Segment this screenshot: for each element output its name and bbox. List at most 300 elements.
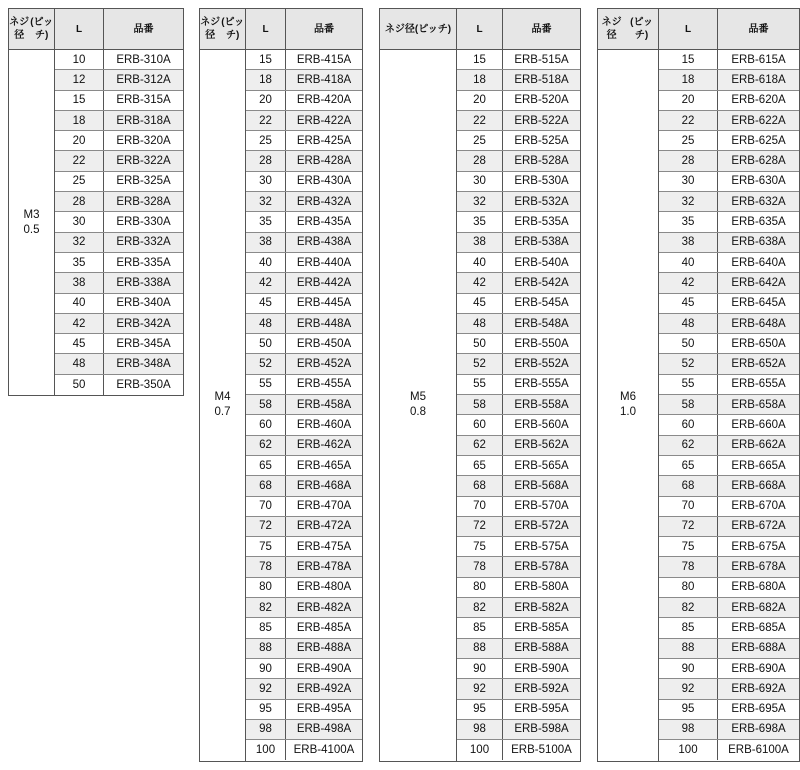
table-row: [457, 70, 580, 90]
part-number-cell: ERB-440A: [296, 256, 352, 269]
table-header: [380, 9, 580, 50]
length-cell: 78: [246, 557, 286, 576]
part-number-cell: ERB-462A: [296, 439, 352, 452]
length-cell: 48: [659, 314, 718, 333]
table-row: [246, 456, 362, 476]
part-number-cell: ERB-645A: [731, 297, 786, 310]
table-row: [457, 497, 580, 517]
header-part-number: 品番: [748, 23, 769, 35]
table-row: [659, 334, 799, 354]
table-row: [659, 354, 799, 374]
length-cell: 12: [55, 70, 104, 89]
part-number-cell: ERB-615A: [731, 53, 786, 66]
length-cell: 90: [246, 659, 286, 678]
spec-table-m3: [8, 8, 184, 396]
part-number-cell: ERB-660A: [731, 418, 786, 431]
table-row: [659, 111, 799, 131]
spec-table-m6: [597, 8, 800, 762]
table-row: [246, 557, 362, 577]
thread-pitch: 1.0: [620, 406, 636, 419]
table-row: [55, 172, 183, 192]
part-number-cell: ERB-658A: [731, 398, 786, 411]
part-number-cell: ERB-350A: [116, 378, 171, 391]
thread-size-cell: [380, 50, 457, 761]
table-row: [457, 111, 580, 131]
length-cell: 65: [457, 456, 503, 475]
table-row: [659, 497, 799, 517]
part-number-cell: ERB-515A: [514, 53, 569, 66]
part-number-cell: ERB-532A: [514, 195, 569, 208]
table-row: [246, 314, 362, 334]
header-thread-size: [598, 9, 659, 49]
table-row: [457, 679, 580, 699]
part-number-cell: ERB-542A: [514, 276, 569, 289]
part-number-cell: ERB-548A: [514, 317, 569, 330]
length-cell: 28: [659, 151, 718, 170]
length-cell: 35: [659, 212, 718, 231]
length-cell: 45: [246, 294, 286, 313]
thread-pitch: 0.7: [214, 406, 231, 419]
table-row: [457, 476, 580, 496]
table-rows: [246, 50, 362, 761]
length-cell: 20: [55, 131, 104, 150]
table-body: [598, 50, 799, 761]
table-row: [55, 233, 183, 253]
length-cell: 28: [246, 151, 286, 170]
length-cell: 30: [55, 212, 104, 231]
part-number-cell: ERB-420A: [296, 94, 352, 107]
table-row: [659, 294, 799, 314]
header-length: L: [457, 9, 503, 49]
length-cell: 68: [246, 476, 286, 495]
length-cell: 100: [659, 740, 718, 760]
part-number-cell: ERB-468A: [296, 479, 352, 492]
table-row: [246, 497, 362, 517]
part-number-cell: ERB-492A: [296, 682, 352, 695]
table-inner: [200, 9, 362, 761]
length-cell: 72: [659, 517, 718, 536]
header-pitch-label: (ピッチ): [221, 17, 245, 41]
length-cell: 52: [246, 354, 286, 373]
part-number-cell: ERB-582A: [514, 601, 569, 614]
length-cell: 35: [457, 212, 503, 231]
table-row: [55, 375, 183, 395]
part-number-cell: ERB-325A: [116, 175, 171, 188]
length-cell: 35: [55, 253, 104, 272]
table-row: [659, 192, 799, 212]
table-row: [55, 212, 183, 232]
part-number-cell: ERB-348A: [116, 358, 171, 371]
table-row: [55, 294, 183, 314]
header-thread-label: ネジ径: [384, 23, 415, 35]
length-cell: 100: [457, 740, 503, 760]
length-cell: 38: [457, 233, 503, 252]
length-cell: 60: [659, 415, 718, 434]
part-number-cell: ERB-415A: [296, 53, 352, 66]
part-number-cell: ERB-568A: [514, 479, 569, 492]
part-number-cell: ERB-498A: [296, 723, 352, 736]
table-row: [659, 273, 799, 293]
length-cell: 72: [457, 517, 503, 536]
part-number-cell: ERB-560A: [514, 418, 569, 431]
part-number-cell: ERB-518A: [514, 73, 569, 86]
table-row: [457, 273, 580, 293]
part-number-cell: ERB-598A: [514, 723, 569, 736]
length-cell: 32: [659, 192, 718, 211]
length-cell: 35: [246, 212, 286, 231]
length-cell: 22: [55, 151, 104, 170]
part-number-cell: ERB-458A: [296, 398, 352, 411]
spec-table-m4: [199, 8, 363, 762]
part-number-cell: ERB-475A: [296, 540, 352, 553]
length-cell: 28: [457, 151, 503, 170]
length-cell: 38: [659, 233, 718, 252]
header-length: L: [659, 9, 718, 49]
part-number-cell: ERB-692A: [731, 682, 786, 695]
length-cell: 92: [457, 679, 503, 698]
length-cell: 60: [457, 415, 503, 434]
length-cell: 18: [659, 70, 718, 89]
header-pitch-label: (ピッチ): [30, 17, 54, 41]
length-cell: 48: [246, 314, 286, 333]
part-number-cell: ERB-535A: [514, 216, 569, 229]
part-number-cell: ERB-495A: [296, 703, 352, 716]
part-number-cell: ERB-642A: [731, 276, 786, 289]
table-row: [659, 395, 799, 415]
part-number-cell: ERB-695A: [731, 703, 786, 716]
part-number-cell: ERB-445A: [296, 297, 352, 310]
part-number-cell: ERB-685A: [731, 621, 786, 634]
table-body: [9, 50, 183, 395]
part-number-cell: ERB-340A: [116, 297, 171, 310]
part-number-cell: ERB-628A: [731, 155, 786, 168]
header-part-number: 品番: [314, 23, 334, 35]
length-cell: 98: [457, 720, 503, 739]
header-thread-size: [200, 9, 246, 49]
table-body: [380, 50, 580, 761]
part-number-cell: ERB-682A: [731, 601, 786, 614]
part-number-cell: ERB-622A: [731, 114, 786, 127]
length-cell: 40: [659, 253, 718, 272]
table-row: [55, 314, 183, 334]
table-header: [200, 9, 362, 50]
table-row: [246, 70, 362, 90]
length-cell: 15: [659, 50, 718, 69]
length-cell: 58: [659, 395, 718, 414]
part-number-cell: ERB-530A: [514, 175, 569, 188]
table-row: [659, 639, 799, 659]
part-number-cell: ERB-635A: [731, 216, 786, 229]
part-number-cell: ERB-480A: [296, 581, 352, 594]
table-row: [659, 740, 799, 760]
table-row: [246, 233, 362, 253]
length-cell: 85: [457, 618, 503, 637]
table-row: [659, 233, 799, 253]
length-cell: 28: [55, 192, 104, 211]
header-thread-label: ネジ径: [200, 17, 221, 41]
length-cell: 95: [246, 700, 286, 719]
table-row: [55, 151, 183, 171]
part-number-cell: ERB-482A: [296, 601, 352, 614]
part-number-cell: ERB-625A: [731, 134, 786, 147]
header-length: L: [246, 9, 286, 49]
length-cell: 98: [246, 720, 286, 739]
table-row: [457, 314, 580, 334]
thread-size-cell: [9, 50, 55, 395]
length-cell: 22: [457, 111, 503, 130]
part-number-cell: ERB-648A: [731, 317, 786, 330]
table-row: [659, 375, 799, 395]
part-number-cell: ERB-572A: [514, 520, 569, 533]
table-row: [246, 273, 362, 293]
table-row: [659, 517, 799, 537]
table-row: [246, 659, 362, 679]
table-row: [659, 557, 799, 577]
length-cell: 25: [659, 131, 718, 150]
table-row: [55, 50, 183, 70]
part-number-cell: ERB-525A: [514, 134, 569, 147]
table-row: [246, 436, 362, 456]
part-number-cell: ERB-428A: [296, 155, 352, 168]
part-number-cell: ERB-585A: [514, 621, 569, 634]
table-row: [659, 679, 799, 699]
part-number-cell: ERB-438A: [296, 236, 352, 249]
length-cell: 50: [659, 334, 718, 353]
table-row: [246, 598, 362, 618]
length-cell: 75: [246, 537, 286, 556]
table-row: [457, 212, 580, 232]
length-cell: 62: [659, 436, 718, 455]
table-row: [457, 578, 580, 598]
part-number-cell: ERB-630A: [731, 175, 786, 188]
length-cell: 25: [246, 131, 286, 150]
table-row: [457, 50, 580, 70]
length-cell: 62: [457, 436, 503, 455]
table-row: [246, 679, 362, 699]
part-number-cell: ERB-678A: [731, 561, 786, 574]
part-number-cell: ERB-418A: [296, 73, 352, 86]
part-number-cell: ERB-425A: [296, 134, 352, 147]
thread-size: M4: [214, 391, 231, 404]
table-inner: [598, 9, 799, 761]
length-cell: 100: [246, 740, 286, 760]
length-cell: 45: [457, 294, 503, 313]
part-number-cell: ERB-432A: [296, 195, 352, 208]
length-cell: 80: [659, 578, 718, 597]
part-number-cell: ERB-338A: [116, 276, 171, 289]
length-cell: 20: [457, 91, 503, 110]
length-cell: 70: [246, 497, 286, 516]
part-number-cell: ERB-652A: [731, 358, 786, 371]
table-row: [246, 578, 362, 598]
part-number-cell: ERB-590A: [514, 662, 569, 675]
table-row: [246, 354, 362, 374]
part-number-cell: ERB-465A: [296, 459, 352, 472]
table-row: [457, 517, 580, 537]
part-number-cell: ERB-538A: [514, 236, 569, 249]
part-number-cell: ERB-550A: [514, 337, 569, 350]
table-row: [457, 720, 580, 740]
part-number-cell: ERB-672A: [731, 520, 786, 533]
length-cell: 88: [659, 639, 718, 658]
table-row: [659, 720, 799, 740]
part-number-cell: ERB-478A: [296, 561, 352, 574]
part-number-cell: ERB-430A: [296, 175, 352, 188]
length-cell: 38: [55, 273, 104, 292]
part-number-cell: ERB-698A: [731, 723, 786, 736]
length-cell: 58: [457, 395, 503, 414]
table-row: [457, 395, 580, 415]
part-number-cell: ERB-322A: [116, 155, 171, 168]
part-number-cell: ERB-618A: [731, 73, 786, 86]
part-number-cell: ERB-332A: [116, 236, 171, 249]
header-thread-size: [380, 9, 457, 49]
length-cell: 82: [457, 598, 503, 617]
table-row: [246, 517, 362, 537]
table-row: [246, 91, 362, 111]
part-number-cell: ERB-460A: [296, 418, 352, 431]
table-rows: [659, 50, 799, 761]
length-cell: 65: [659, 456, 718, 475]
length-cell: 32: [246, 192, 286, 211]
table-row: [457, 639, 580, 659]
table-row: [457, 700, 580, 720]
table-row: [246, 537, 362, 557]
part-number-cell: ERB-640A: [731, 256, 786, 269]
part-number-cell: ERB-680A: [731, 581, 786, 594]
length-cell: 38: [246, 233, 286, 252]
table-row: [246, 395, 362, 415]
length-cell: 60: [246, 415, 286, 434]
length-cell: 68: [457, 476, 503, 495]
table-row: [457, 151, 580, 171]
length-cell: 55: [457, 375, 503, 394]
header-pitch-label: (ピッチ): [414, 23, 452, 35]
part-number-cell: ERB-345A: [116, 337, 171, 350]
table-row: [246, 172, 362, 192]
table-row: [55, 192, 183, 212]
length-cell: 70: [457, 497, 503, 516]
table-row: [457, 253, 580, 273]
table-rows: [55, 50, 183, 395]
part-number-cell: ERB-540A: [514, 256, 569, 269]
part-number-cell: ERB-488A: [296, 642, 352, 655]
header-part-number: 品番: [133, 23, 154, 35]
length-cell: 32: [457, 192, 503, 211]
length-cell: 82: [659, 598, 718, 617]
table-row: [246, 476, 362, 496]
part-number-cell: ERB-670A: [731, 500, 786, 513]
length-cell: 95: [659, 700, 718, 719]
part-number-cell: ERB-452A: [296, 358, 352, 371]
table-row: [246, 294, 362, 314]
table-body: [200, 50, 362, 761]
length-cell: 42: [55, 314, 104, 333]
table-row: [55, 334, 183, 354]
table-row: [659, 50, 799, 70]
table-row: [246, 212, 362, 232]
table-row: [55, 70, 183, 90]
table-row: [457, 233, 580, 253]
table-row: [659, 659, 799, 679]
table-row: [246, 375, 362, 395]
length-cell: 42: [246, 273, 286, 292]
part-number-cell: ERB-442A: [296, 276, 352, 289]
table-row: [659, 212, 799, 232]
length-cell: 82: [246, 598, 286, 617]
table-row: [457, 131, 580, 151]
part-number-cell: ERB-422A: [296, 114, 352, 127]
table-row: [55, 273, 183, 293]
part-number-cell: ERB-6100A: [728, 744, 789, 757]
length-cell: 55: [246, 375, 286, 394]
table-row: [457, 172, 580, 192]
part-number-cell: ERB-485A: [296, 621, 352, 634]
part-number-cell: ERB-580A: [514, 581, 569, 594]
header-thread-size: [9, 9, 55, 49]
table-row: [659, 314, 799, 334]
part-number-cell: ERB-490A: [296, 662, 352, 675]
part-number-cell: ERB-450A: [296, 337, 352, 350]
part-number-cell: ERB-690A: [731, 662, 786, 675]
table-row: [55, 111, 183, 131]
table-row: [246, 192, 362, 212]
part-number-cell: ERB-328A: [116, 195, 171, 208]
table-row: [246, 700, 362, 720]
table-row: [659, 700, 799, 720]
length-cell: 75: [659, 537, 718, 556]
length-cell: 42: [659, 273, 718, 292]
part-number-cell: ERB-545A: [514, 297, 569, 310]
length-cell: 88: [246, 639, 286, 658]
part-number-cell: ERB-592A: [514, 682, 569, 695]
length-cell: 68: [659, 476, 718, 495]
part-number-cell: ERB-595A: [514, 703, 569, 716]
length-cell: 58: [246, 395, 286, 414]
table-row: [659, 91, 799, 111]
part-number-cell: ERB-555A: [514, 378, 569, 391]
header-part-number: 品番: [531, 23, 552, 35]
length-cell: 65: [246, 456, 286, 475]
table-row: [55, 253, 183, 273]
length-cell: 20: [246, 91, 286, 110]
table-rows: [457, 50, 580, 761]
part-number-cell: ERB-315A: [116, 94, 171, 107]
length-cell: 25: [457, 131, 503, 150]
table-row: [55, 131, 183, 151]
table-row: [659, 151, 799, 171]
part-number-cell: ERB-655A: [731, 378, 786, 391]
part-number-cell: ERB-665A: [731, 459, 786, 472]
length-cell: 15: [457, 50, 503, 69]
table-row: [457, 354, 580, 374]
table-row: [457, 91, 580, 111]
thread-size: M6: [620, 391, 636, 404]
table-row: [659, 172, 799, 192]
length-cell: 85: [659, 618, 718, 637]
part-number-cell: ERB-575A: [514, 540, 569, 553]
part-number-cell: ERB-470A: [296, 500, 352, 513]
thread-size-cell: [598, 50, 659, 761]
length-cell: 42: [457, 273, 503, 292]
table-row: [457, 740, 580, 760]
part-number-cell: ERB-528A: [514, 155, 569, 168]
length-cell: 55: [659, 375, 718, 394]
table-row: [246, 618, 362, 638]
table-row: [659, 598, 799, 618]
length-cell: 18: [457, 70, 503, 89]
part-number-cell: ERB-570A: [514, 500, 569, 513]
